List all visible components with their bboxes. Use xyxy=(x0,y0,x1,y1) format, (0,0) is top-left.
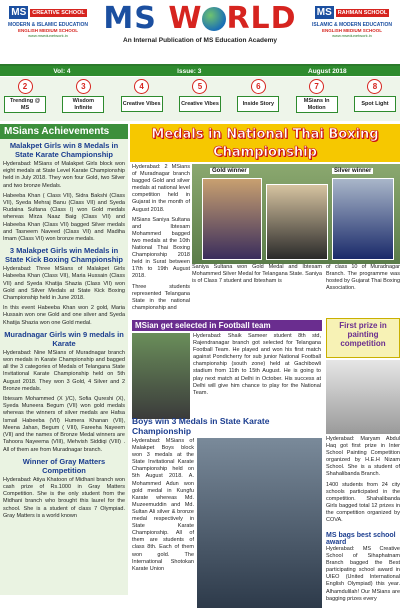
silver-winner-photo xyxy=(332,178,394,260)
nav-label: Creative Vibes xyxy=(121,96,163,112)
article-text: Hyderabad: Shaik Sameer student 8th std, Rajendranagar branch got selected for Telangana Football Team. He played and won his first match against Pondicherry for sub junior National Football championship (south zone) held at Gachibowli stadium from 11th to 15th August. He is going to play next match at Delhi in October. His success at Delhi will give him chance to play for the National Team. xyxy=(193,333,321,396)
medal-photo xyxy=(192,164,400,264)
article-text: of class 10 of Muradnagar Branch. The programme was hosted by Gujarat Thai Boxing Association. xyxy=(326,264,400,292)
page-number: 3 xyxy=(76,79,91,94)
left-school-logo xyxy=(4,6,92,62)
nav-label: Creative Vibes xyxy=(179,96,221,112)
nav-item-wisdom[interactable] xyxy=(62,79,104,119)
gold-winner-label: Gold winner xyxy=(212,168,247,174)
painting-article xyxy=(326,436,400,524)
school-url: www.msedunetwork.in xyxy=(332,33,372,38)
football-player-photo xyxy=(132,333,190,419)
page-number: 8 xyxy=(367,79,382,94)
headline-banner xyxy=(130,124,400,162)
nav-label: Inside Story xyxy=(237,96,279,112)
nav-item-creative-1[interactable] xyxy=(121,79,163,119)
issue-bar xyxy=(0,66,400,76)
painting-winner-photo xyxy=(326,360,400,434)
issue-label: Issue: 3 xyxy=(177,67,202,75)
nav-item-inside-story[interactable] xyxy=(237,79,279,119)
nav-label: Wisdom Infinite xyxy=(62,96,104,113)
volume-label: Vol: 4 xyxy=(53,67,71,75)
nav-item-msians-motion[interactable] xyxy=(296,79,338,119)
nav-item-creative-2[interactable] xyxy=(179,79,221,119)
main-content xyxy=(130,124,400,602)
article-heading: Muradnagar Girls win 9 medals in Karate xyxy=(4,329,124,348)
school-tagline: MODERN & ISLAMIC EDUCATION xyxy=(8,22,88,28)
masthead xyxy=(0,0,400,66)
article-heading: 3 Malakpet Girls win Medals in State Kick Boxing Championship xyxy=(5,246,123,265)
right-school-logo xyxy=(308,6,396,62)
article-text: In this event Habeeba Khan won 2 gold, Maria Hussain won one Gold and one silver and Syeda Khatija Shazia won one Gold medal. xyxy=(3,305,125,326)
article-text: 1400 students from 24 city schools participated in the competition. Shahalibanda Girls bagged total 12 prizes in the competition organized by COVA. xyxy=(326,481,400,524)
page-number: 4 xyxy=(134,79,149,94)
karate-article xyxy=(132,416,322,608)
article-text: Hyderabad: Three MSians of Malakpet Girls Habeeba Khan (Class VII), Maria Hussain (Class VII) and Syeda Khatija Shazia (Class VII) won Gold and Silver Medals at State Kick Boxing Championship held in June 2018. xyxy=(3,266,125,302)
article-text: Three students represented Telangana State in the national championship and xyxy=(132,283,190,311)
article-text: Ibtesam Mohammed (X )/C), Sofia Qureshi (X), Syeda Muneera Begum (VII) won gold medals whereas the winners of silver medals are Hafsa Ismail Habeeba (VII) Humera Khanan (VII), Meena Jahan, Begum ( VIII), Fareeha Nayeem (VII) and the names of Bronze Medal winners are Tahoora Nayeema (VIII), Mehvish Siddiqi (VIII) . All of them are from Muradnagar branch. xyxy=(3,396,125,453)
nav-label: MSians In Motion xyxy=(296,96,338,113)
ms-logo-icon: MS xyxy=(11,7,27,18)
contents-nav xyxy=(0,77,400,121)
article-text: Hyderabad: MSians of Malakpet Girls block won eight medals at State Level Karate Championship held in July 2018. They won four Gold, two Silver and two bronze Medals. xyxy=(3,161,125,189)
article-text: Hyderabad: Maryam Abdul Haq got first prize in Inter School Painting Competition organized by H.E.H Nizam School. She is a student of Shahalibanda Branch. xyxy=(326,436,400,478)
ms-logo-icon: MS xyxy=(316,7,332,18)
best-school-article xyxy=(326,532,400,603)
nav-label: Trending @ MS xyxy=(4,96,46,113)
gold-winner-photo xyxy=(202,178,262,260)
football-article xyxy=(132,320,322,419)
school-name: CREATIVE SCHOOL xyxy=(32,9,85,16)
achievements-column xyxy=(0,124,128,595)
school-medium: ENGLISH MEDIUM SCHOOL xyxy=(321,28,382,33)
nav-label: Spot Light xyxy=(354,96,396,112)
date-label: August 2018 xyxy=(308,67,347,75)
karate-heading: Boys win 3 Medals in State Karate Championship xyxy=(132,416,270,436)
article-heading: Malakpet Girls win 8 Medals in State Karate Championship xyxy=(9,141,119,159)
coach-photo xyxy=(266,184,328,260)
section-title: MSians Achievements xyxy=(0,124,128,139)
newsletter-title xyxy=(96,2,304,64)
nav-item-trending[interactable] xyxy=(4,79,46,119)
article-text: Hyderabad: MS Creative School of Sihaphatnam Branch bagged the Best participating school award in UIEO (United International English Olympiad) this year. Alhamdulilah! Our MSians are bagging prizes every xyxy=(326,546,400,602)
article-heading: Winner of Gray Matters Competition xyxy=(22,456,106,475)
article-text: Hyderabad: Atiya Khatoon of Midhani branch won cash prize of Rs.1000 in Gray Matters Competition. She is the only student from the Midhani branch who brought this laurel for the school. She is a student of class 7 Olympiad. Gray Matters is a world known xyxy=(3,476,125,519)
silver-winner-label: Silver winner xyxy=(334,168,372,174)
globe-icon xyxy=(202,7,226,31)
newsletter-subtitle: An Internal Publication of MS Education Academy xyxy=(123,37,277,44)
nav-item-spot-light[interactable] xyxy=(354,79,396,119)
article-text: Habeeba Khan ( Class VII), Sidra Bakshi (Class VII), Syeda Mehraj Banu (Class VII) and Syeda Rudaina Sultana (Class I) won Gold medals whereas Mirza Naaz Baig (Class VII) and Habeeba Khan (Class VII) bagged Silver medals and Tasneem Naveed (Class VII) and Madiha Imam (Class VII) won bronze medals. xyxy=(3,192,125,243)
painting-heading-box xyxy=(326,318,400,358)
thai-boxing-continued xyxy=(192,264,400,292)
page-number: 6 xyxy=(251,79,266,94)
article-text: Hyderabad: 2 MSians of Muradnagar branch bagged Gold and silver medals at national level competition held in Gujarat in the month of August 2018. xyxy=(132,164,190,213)
title-ms: MS xyxy=(103,1,157,36)
school-tagline: ISLAMIC & MODERN EDUCATION xyxy=(312,22,392,28)
article-text: Hyderabad: Nine MSians of Muradnagar branch won medals in Karate Championship and bagged all the 3 categories of Medals of Telangana State Invitational Karate Championship held on 5th August 2018. They won 3 Gold, 4 Silver and 2 Bronze medals. xyxy=(3,349,125,392)
article-text: Saniya Sultana won Gold Medal and Ibtesam Mohammed Silver Medal for Telangana State. Saniya is of Class 7 student and Ibtesham is xyxy=(192,264,322,285)
article-text: MSians Saniya Sultana and Ibtesam Mohammed bagged two medals at the 10th National Thai Boxing Championship 2018 held in Surat between 17th to 19th August 2018. xyxy=(132,216,190,280)
headline-text: Medals in National Thai Boxing Championship xyxy=(151,127,379,160)
best-school-heading: MS bags best school award xyxy=(326,532,396,546)
school-url: www.msedunetwork.in xyxy=(28,33,68,38)
article-text: Hyderabad: MSians of Malakpet Boys block won 3 medals at the State Invitational Karate Championship held on 5th August 2018. A. Mohammed Adun won gold medal in Kungfu Karate whereas Md. Muzeemuddin and Md. Sultan Ali silver & bronze medal respectively in State Karate Championship. All of them are students of class 8th. Each of them won gold. The International Shotokan Karate Union xyxy=(132,438,194,572)
school-name: RAHMAN SCHOOL xyxy=(337,9,388,16)
title-w: W xyxy=(168,1,203,36)
title-rld: RLD xyxy=(226,1,297,36)
page-number: 5 xyxy=(192,79,207,94)
painting-heading: First prize in painting competition xyxy=(339,321,387,348)
page-number: 2 xyxy=(18,79,33,94)
football-heading: MSian get selected in Football team xyxy=(132,320,322,331)
page-number: 7 xyxy=(309,79,324,94)
school-medium: ENGLISH MEDIUM SCHOOL xyxy=(17,28,78,33)
karate-boys-photo xyxy=(197,438,322,608)
thai-boxing-article xyxy=(132,164,190,312)
